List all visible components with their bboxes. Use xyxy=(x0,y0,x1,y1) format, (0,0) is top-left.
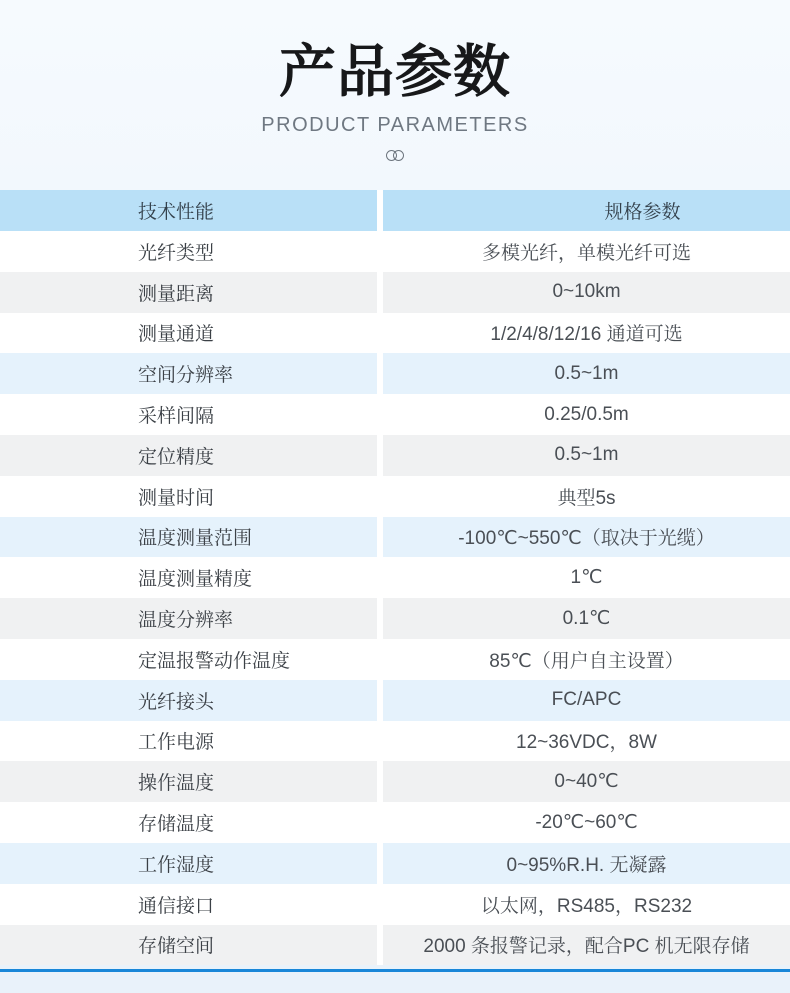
bottom-accent-rule xyxy=(0,969,790,972)
spec-name: 测量通道 xyxy=(0,313,377,354)
spec-name: 空间分辨率 xyxy=(0,353,377,394)
spec-name: 工作湿度 xyxy=(0,843,377,884)
spec-value: 0~10km xyxy=(383,272,790,313)
spec-name: 测量时间 xyxy=(0,476,377,517)
double-circle-icon xyxy=(0,150,790,161)
spec-name: 通信接口 xyxy=(0,884,377,925)
spec-name: 存储温度 xyxy=(0,802,377,843)
table-row xyxy=(0,680,790,721)
table-body xyxy=(0,231,790,965)
table-row xyxy=(0,313,790,354)
spec-name: 测量距离 xyxy=(0,272,377,313)
spec-name: 定位精度 xyxy=(0,435,377,476)
spec-value: 多模光纤，单模光纤可选 xyxy=(383,231,790,272)
spec-name: 存储空间 xyxy=(0,925,377,966)
spec-name: 温度分辨率 xyxy=(0,598,377,639)
spec-value: -100℃~550℃（取决于光缆） xyxy=(383,517,790,558)
spec-value: 0~40℃ xyxy=(383,761,790,802)
spec-value: 以太网，RS485，RS232 xyxy=(383,884,790,925)
spec-name: 操作温度 xyxy=(0,761,377,802)
spec-value: 12~36VDC，8W xyxy=(383,721,790,762)
table-row xyxy=(0,557,790,598)
spec-value: 2000 条报警记录，配合PC 机无限存储 xyxy=(383,925,790,966)
table-row xyxy=(0,884,790,925)
table-row xyxy=(0,721,790,762)
spec-value: 0.25/0.5m xyxy=(383,394,790,435)
spec-name: 定温报警动作温度 xyxy=(0,639,377,680)
spec-name: 温度测量范围 xyxy=(0,517,377,558)
table-row xyxy=(0,843,790,884)
spec-table xyxy=(0,190,790,965)
spec-value: 0.5~1m xyxy=(383,435,790,476)
spec-value: 0.5~1m xyxy=(383,353,790,394)
spec-value: 85℃（用户自主设置） xyxy=(383,639,790,680)
spec-value: 0.1℃ xyxy=(383,598,790,639)
table-row xyxy=(0,639,790,680)
table-row xyxy=(0,476,790,517)
spec-value: 1℃ xyxy=(383,557,790,598)
table-row xyxy=(0,802,790,843)
spec-value: 0~95%R.H. 无凝露 xyxy=(383,843,790,884)
table-header-row xyxy=(0,190,790,231)
table-row xyxy=(0,435,790,476)
spec-name: 温度测量精度 xyxy=(0,557,377,598)
circle-right xyxy=(393,150,404,161)
table-row xyxy=(0,353,790,394)
table-row xyxy=(0,761,790,802)
table-row xyxy=(0,394,790,435)
spec-value: -20℃~60℃ xyxy=(383,802,790,843)
table-row xyxy=(0,231,790,272)
spec-name: 采样间隔 xyxy=(0,394,377,435)
column-header-performance: 技术性能 xyxy=(0,190,377,231)
table-row xyxy=(0,598,790,639)
spec-name: 工作电源 xyxy=(0,721,377,762)
page-subtitle: PRODUCT PARAMETERS xyxy=(261,113,529,136)
spec-name: 光纤接头 xyxy=(0,680,377,721)
page-header xyxy=(0,0,790,190)
spec-value: FC/APC xyxy=(383,680,790,721)
spec-name: 光纤类型 xyxy=(0,231,377,272)
spec-value: 1/2/4/8/12/16 通道可选 xyxy=(383,313,790,354)
column-header-spec: 规格参数 xyxy=(383,190,790,231)
table-row xyxy=(0,925,790,966)
page-title: 产品参数 xyxy=(279,40,511,104)
spec-value: 典型5s xyxy=(383,476,790,517)
table-row xyxy=(0,272,790,313)
table-row xyxy=(0,517,790,558)
